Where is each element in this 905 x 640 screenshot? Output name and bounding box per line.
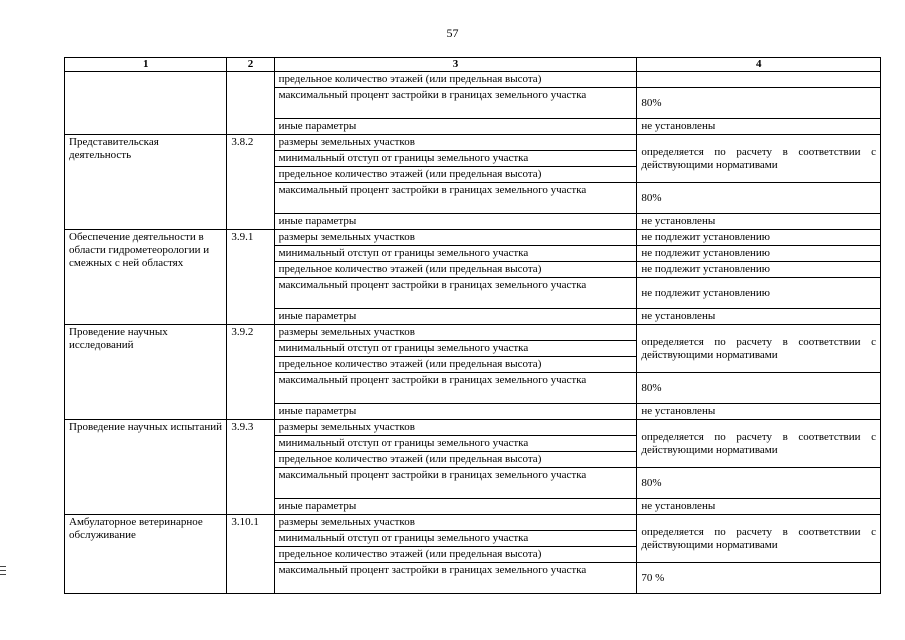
value-cell: 80% [637,183,881,214]
use-code-cell: 3.9.1 [227,230,274,325]
value-cell: 80% [637,88,881,119]
value-cell: 80% [637,468,881,499]
param-cell: размеры земельных участков [274,515,637,531]
land-use-parameters-table [64,57,881,594]
param-cell: предельное количество этажей (или предельная высота) [274,167,637,183]
use-name-cell [65,72,227,135]
value-cell: определяется по расчету в соответствии с действующими нормативами [637,325,881,373]
param-cell: максимальный процент застройки в границах земельного участка [274,563,637,594]
header-col-1: 1 [65,58,227,72]
value-cell: не установлены [637,119,881,135]
header-col-3: 3 [274,58,637,72]
value-cell: 80% [637,373,881,404]
param-cell: размеры земельных участков [274,420,637,436]
value-cell: не установлены [637,214,881,230]
table-row [65,325,881,341]
value-cell: не установлены [637,309,881,325]
value-cell: не установлены [637,499,881,515]
value-cell: не установлены [637,404,881,420]
param-cell: иные параметры [274,119,637,135]
param-cell: минимальный отступ от границы земельного участка [274,246,637,262]
param-cell: предельное количество этажей (или предельная высота) [274,452,637,468]
table-row [65,230,881,246]
value-cell: не подлежит установлению [637,230,881,246]
value-cell: не подлежит установлению [637,246,881,262]
param-cell: минимальный отступ от границы земельного участка [274,341,637,357]
header-row [65,58,881,72]
value-cell: не подлежит установлению [637,262,881,278]
param-cell: иные параметры [274,499,637,515]
use-code-cell: 3.10.1 [227,515,274,594]
table-row [65,72,881,88]
param-cell: минимальный отступ от границы земельного участка [274,531,637,547]
param-cell: размеры земельных участков [274,135,637,151]
param-cell: максимальный процент застройки в границах земельного участка [274,183,637,214]
page-number: 57 [446,26,459,40]
param-cell: максимальный процент застройки в границах земельного участка [274,373,637,404]
param-cell: размеры земельных участков [274,325,637,341]
param-cell: предельное количество этажей (или предельная высота) [274,262,637,278]
use-name-cell: Обеспечение деятельности в области гидрометеорологии и смежных с ней областях [65,230,227,325]
margin-marker [0,566,6,575]
value-cell: определяется по расчету в соответствии с действующими нормативами [637,515,881,563]
param-cell: минимальный отступ от границы земельного участка [274,436,637,452]
param-cell: минимальный отступ от границы земельного участка [274,151,637,167]
param-cell: предельное количество этажей (или предельная высота) [274,72,637,88]
use-code-cell: 3.9.3 [227,420,274,515]
value-cell [637,72,881,88]
value-cell: определяется по расчету в соответствии с действующими нормативами [637,135,881,183]
param-cell: максимальный процент застройки в границах земельного участка [274,278,637,309]
param-cell: максимальный процент застройки в границах земельного участка [274,88,637,119]
value-cell: определяется по расчету в соответствии с действующими нормативами [637,420,881,468]
param-cell: размеры земельных участков [274,230,637,246]
use-code-cell: 3.9.2 [227,325,274,420]
use-name-cell: Представительская деятельность [65,135,227,230]
use-name-cell: Проведение научных исследований [65,325,227,420]
table-row [65,515,881,531]
header-col-4: 4 [637,58,881,72]
use-name-cell: Амбулаторное ветеринарное обслуживание [65,515,227,594]
use-code-cell: 3.8.2 [227,135,274,230]
table-row [65,420,881,436]
use-name-cell: Проведение научных испытаний [65,420,227,515]
param-cell: иные параметры [274,404,637,420]
param-cell: предельное количество этажей (или предельная высота) [274,357,637,373]
header-col-2: 2 [227,58,274,72]
table-row [65,135,881,151]
value-cell: 70 % [637,563,881,594]
param-cell: иные параметры [274,214,637,230]
value-cell: не подлежит установлению [637,278,881,309]
use-code-cell [227,72,274,135]
param-cell: иные параметры [274,309,637,325]
param-cell: максимальный процент застройки в границах земельного участка [274,468,637,499]
param-cell: предельное количество этажей (или предельная высота) [274,547,637,563]
